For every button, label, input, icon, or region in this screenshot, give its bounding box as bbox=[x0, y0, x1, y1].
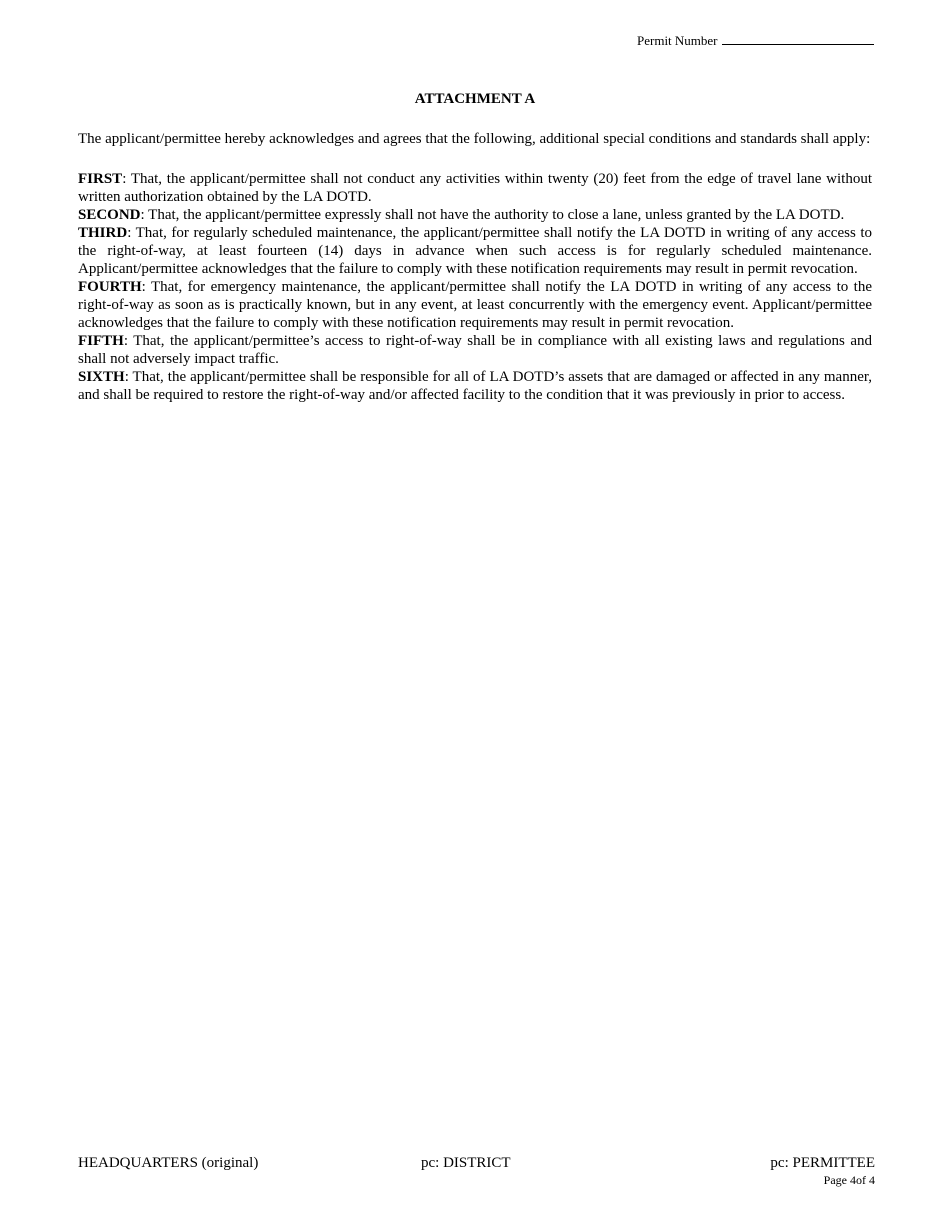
condition-label: SECOND bbox=[78, 207, 141, 223]
footer-district: pc: DISTRICT bbox=[421, 1155, 511, 1171]
condition-label: THIRD bbox=[78, 225, 128, 241]
condition-first bbox=[78, 170, 872, 206]
distribution-footer bbox=[78, 1155, 875, 1177]
condition-text: : That, the applicant/permittee shall not conduct any activities within twenty (20) feet from the edge of travel lane without written authorization obtained by the LA DOTD. bbox=[78, 171, 872, 205]
condition-text: : That, for emergency maintenance, the applicant/permittee shall notify the LA DOTD in writing of any access to the right-of-way as soon as is practically known, but in any event, at least concurrently with the emergency event. Applicant/permittee acknowledges that the failure to comply with these notification requirements may result in permit revocation. bbox=[78, 279, 872, 331]
condition-label: FIFTH bbox=[78, 333, 124, 349]
condition-second bbox=[78, 206, 872, 224]
condition-text: : That, for regularly scheduled maintenance, the applicant/permittee shall notify the LA DOTD in writing of any access to the right-of-way, at least fourteen (14) days in advance when such access is for regularly scheduled maintenance. Applicant/permittee acknowledges that the failure to comply with these notification requirements may result in permit revocation. bbox=[78, 225, 872, 277]
footer-permittee: pc: PERMITTEE bbox=[770, 1155, 875, 1171]
condition-third bbox=[78, 224, 872, 278]
condition-sixth bbox=[78, 368, 872, 404]
condition-text: : That, the applicant/permittee shall be responsible for all of LA DOTD’s assets that are damaged or affected in any manner, and shall be required to restore the right-of-way and/or affected facility to the condition that it was previously in prior to access. bbox=[78, 369, 872, 403]
permit-number-label: Permit Number bbox=[637, 33, 718, 48]
document-body bbox=[78, 130, 872, 404]
footer-headquarters: HEADQUARTERS (original) bbox=[78, 1155, 259, 1171]
attachment-title: ATTACHMENT A bbox=[414, 91, 536, 107]
condition-text: : That, the applicant/permittee’s access to right-of-way shall be in compliance with all existing laws and regulations and shall not adversely impact traffic. bbox=[78, 333, 872, 367]
condition-label: SIXTH bbox=[78, 369, 125, 385]
condition-text: : That, the applicant/permittee expressly shall not have the authority to close a lane, unless granted by the LA DOTD. bbox=[140, 207, 845, 223]
intro-paragraph: The applicant/permittee hereby acknowledges and agrees that the following, additional special conditions and standards shall apply: bbox=[78, 131, 871, 147]
condition-fifth bbox=[78, 332, 872, 368]
page-number: Page 4of 4 bbox=[823, 1173, 875, 1187]
condition-label: FOURTH bbox=[78, 279, 142, 295]
condition-label: FIRST bbox=[78, 171, 123, 187]
permit-number-blank-line bbox=[722, 34, 874, 45]
permit-number-field bbox=[637, 33, 874, 49]
condition-fourth bbox=[78, 278, 872, 332]
